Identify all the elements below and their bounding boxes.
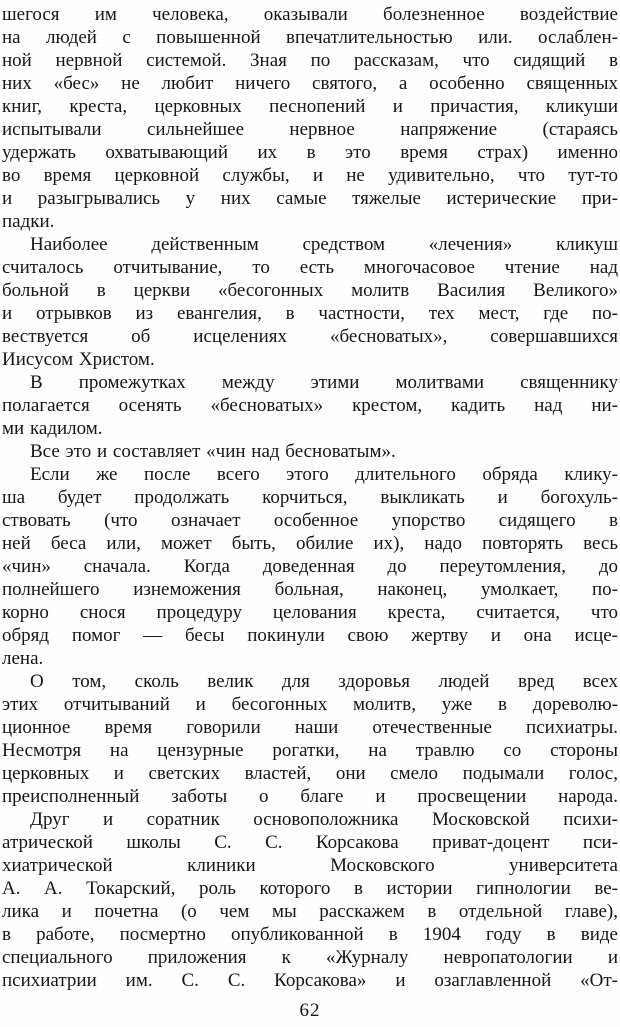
text-line: корно снося процедуру целования креста, считается, что	[2, 602, 618, 623]
text-line: этих отчитываний и бесогонных молитв, уже в дореволю-	[2, 694, 618, 715]
text-line: и отрывков из евангелия, в частности, тех мест, где по-	[2, 303, 618, 324]
text-line: шегося им человека, оказывали болезненное воздействие	[2, 4, 618, 25]
text-line: на людей с повышенной впечатлительностью или. ослаблен-	[2, 27, 618, 48]
text-line: «чин» сначала. Когда доведенная до переутомления, до	[2, 556, 618, 577]
text-line: психиатрии им. С. С. Корсакова» и озаглавленной «От-	[2, 970, 618, 991]
paragraph	[2, 233, 618, 371]
text-line: ционное время говорили наши отечественные психиатры.	[2, 717, 618, 738]
text-line: Все это и составляет «чин над бесноватым».	[30, 441, 396, 462]
text-line: атрической школы С. С. Корсакова приват-доцент пси-	[2, 832, 618, 853]
text-line: церковных и светских властей, они смело подымали голос,	[2, 763, 618, 784]
text-line: больной в церкви «бесогонных молитв Василия Великого»	[2, 280, 618, 301]
paragraph	[2, 440, 618, 463]
text-line: Иисусом Христом.	[2, 349, 155, 370]
text-line: считалось отчитывание, то есть многочасовое чтение над	[2, 257, 618, 278]
text-line: удержать охватывающий их в это время страх) именно	[2, 142, 618, 163]
text-line: них «бес» не любит ничего святого, а особенно священных	[2, 73, 618, 94]
paragraph	[2, 3, 618, 233]
text-line: А. А. Токарский, роль которого в истории гипнологии ве-	[2, 878, 618, 899]
text-line: специального приложения к «Журналу невропатологии и	[2, 947, 618, 968]
paragraph	[2, 463, 618, 670]
text-line: полагается осенять «бесноватых» крестом, кадить над ни-	[2, 395, 618, 416]
text-line: испытывали сильнейшее нервное напряжение (стараясь	[2, 119, 618, 140]
text-line: в работе, посмертно опубликованной в 1904 году в виде	[2, 924, 618, 945]
paragraph	[2, 808, 618, 992]
text-line: ми кадилом.	[2, 418, 103, 439]
text-line: во время церковной службы, и не удивительно, что тут-то	[2, 165, 618, 186]
text-line: книг, креста, церковных песнопений и причастия, кликуши	[2, 96, 618, 117]
text-line: ной нервной системой. Зная по рассказам, что сидящий в	[2, 50, 618, 71]
text-line: лена.	[2, 648, 44, 669]
text-line: Друг и соратник основоположника Московской психи-	[30, 809, 618, 830]
text-line: хиатрической клиники Московского университета	[2, 855, 618, 876]
text-line: обряд помог — бесы покинули свою жертву и она исце-	[2, 625, 618, 646]
text-line: Несмотря на цензурные рогатки, на травлю со стороны	[2, 740, 618, 761]
text-line: ней беса или, может быть, обилие их), надо повторять весь	[2, 533, 618, 554]
text-line: В промежутках между этими молитвами священнику	[30, 372, 618, 393]
text-line: полнейшего изнеможения больная, наконец, умолкает, по-	[2, 579, 618, 600]
text-line: ша будет продолжать корчиться, выкликать и богохуль-	[2, 487, 618, 508]
text-line: Если же после всего этого длительного обряда клику-	[30, 464, 618, 485]
text-block	[2, 3, 618, 992]
text-line: падки.	[2, 211, 55, 232]
text-line: вествуется об исцелениях «бесноватых», совершавшихся	[2, 326, 618, 347]
text-line: и разыгрывались у них самые тяжелые истерические при-	[2, 188, 618, 209]
text-line: ствовать (что означает особенное упорство сидящего в	[2, 510, 618, 531]
text-line: Наиболее действенным средством «лечения» кликуш	[30, 234, 618, 255]
paragraph	[2, 670, 618, 808]
text-line: лика и почетна (о чем мы расскажем в отдельной главе),	[2, 901, 618, 922]
text-line: преисполненный заботы о благе и просвещении народа.	[2, 786, 618, 807]
text-line: О том, сколь велик для здоровья людей вред всех	[30, 671, 618, 692]
paragraph	[2, 371, 618, 440]
page-number: 62	[299, 1000, 321, 1021]
